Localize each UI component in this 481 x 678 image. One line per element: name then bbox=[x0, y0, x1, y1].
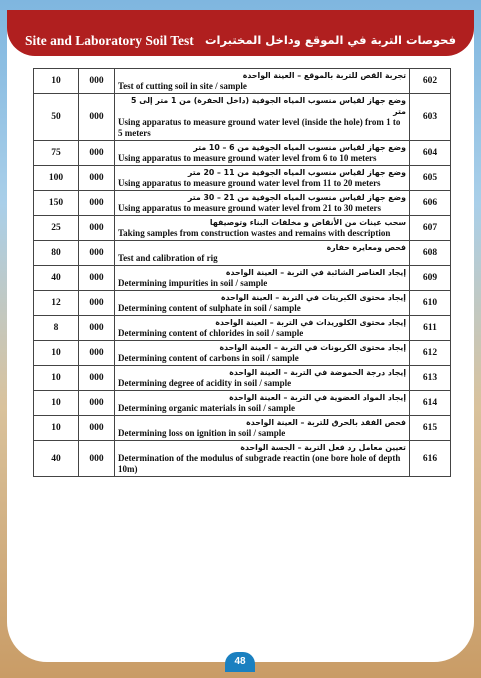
description-ar: إيجاد محتوى الكربونات في التربة – العينة الواحدة bbox=[219, 343, 406, 352]
description-cell bbox=[115, 191, 410, 216]
qty-cell: 40 bbox=[34, 441, 79, 477]
qty-cell: 75 bbox=[34, 141, 79, 166]
rate-cell: 000 bbox=[79, 94, 115, 141]
description-ar: فحص الفقد بالحرق للتربة – العينة الواحدة bbox=[246, 418, 406, 427]
qty-cell: 25 bbox=[34, 216, 79, 241]
table-row bbox=[34, 166, 451, 191]
item-code-cell: 614 bbox=[410, 391, 451, 416]
description-ar: سحب عينات من الأنقاض و مخلفات البناء وتوصيفها bbox=[209, 218, 406, 227]
item-code-cell: 615 bbox=[410, 416, 451, 441]
header-title-ar: فحوصات التربة في الموقع وداخل المختبرات bbox=[204, 33, 456, 47]
qty-cell: 12 bbox=[34, 291, 79, 316]
table-row bbox=[34, 191, 451, 216]
table-row bbox=[34, 341, 451, 366]
description-en: Determining impurities in soil / sample bbox=[118, 278, 268, 288]
qty-cell: 10 bbox=[34, 69, 79, 94]
table-row bbox=[34, 391, 451, 416]
rate-cell: 000 bbox=[79, 441, 115, 477]
description-cell bbox=[115, 216, 410, 241]
description-en: Using apparatus to measure ground water level from 11 to 20 meters bbox=[118, 178, 381, 188]
description-cell bbox=[115, 141, 410, 166]
qty-cell: 50 bbox=[34, 94, 79, 141]
description-en: Determining loss on ignition in soil / sample bbox=[118, 428, 286, 438]
page-header bbox=[7, 10, 474, 56]
description-en: Determining content of chlorides in soil / sample bbox=[118, 328, 304, 338]
description-ar: إيجاد محتوى الكبريتات في التربة – العينة الواحدة bbox=[220, 293, 406, 302]
description-ar: فحص ومعايرة حفارة bbox=[326, 243, 406, 252]
description-en: Using apparatus to measure ground water level from 21 to 30 meters bbox=[118, 203, 382, 213]
rate-cell: 000 bbox=[79, 291, 115, 316]
rate-cell: 000 bbox=[79, 141, 115, 166]
table-row bbox=[34, 241, 451, 266]
table-row bbox=[34, 141, 451, 166]
item-code-cell: 613 bbox=[410, 366, 451, 391]
description-cell bbox=[115, 266, 410, 291]
description-cell bbox=[115, 416, 410, 441]
qty-cell: 100 bbox=[34, 166, 79, 191]
item-code-cell: 602 bbox=[410, 69, 451, 94]
item-code-cell: 604 bbox=[410, 141, 451, 166]
rate-cell: 000 bbox=[79, 316, 115, 341]
description-en: Determining content of sulphate in soil / sample bbox=[118, 303, 301, 313]
price-table bbox=[33, 68, 451, 477]
rate-cell: 000 bbox=[79, 166, 115, 191]
description-cell bbox=[115, 316, 410, 341]
qty-cell: 8 bbox=[34, 316, 79, 341]
table-row bbox=[34, 266, 451, 291]
description-en: Determination of the modulus of subgrade reactin (one bore hole of depth 10m) bbox=[118, 453, 401, 474]
description-en: Determining organic materials in soil / sample bbox=[118, 403, 295, 413]
item-code-cell: 608 bbox=[410, 241, 451, 266]
item-code-cell: 603 bbox=[410, 94, 451, 141]
table-row bbox=[34, 291, 451, 316]
qty-cell: 10 bbox=[34, 366, 79, 391]
description-ar: تعيين معامل رد فعل التربة – الجسة الواحدة bbox=[240, 443, 406, 452]
description-ar: وضع جهاز لقياس منسوب المياه الجوفية من 21 – 30 متر bbox=[187, 193, 406, 202]
description-en: Using apparatus to measure ground water level from 6 to 10 meters bbox=[118, 153, 377, 163]
item-code-cell: 610 bbox=[410, 291, 451, 316]
table-row bbox=[34, 69, 451, 94]
rate-cell: 000 bbox=[79, 341, 115, 366]
description-ar: وضع جهاز لقياس منسوب المياه الجوفية من 11 – 20 متر bbox=[187, 168, 406, 177]
description-ar: إيجاد العناصر الشائبة في التربة – العينة الواحدة bbox=[225, 268, 406, 277]
rate-cell: 000 bbox=[79, 266, 115, 291]
qty-cell: 10 bbox=[34, 341, 79, 366]
description-cell bbox=[115, 441, 410, 477]
rate-cell: 000 bbox=[79, 416, 115, 441]
rate-cell: 000 bbox=[79, 241, 115, 266]
item-code-cell: 616 bbox=[410, 441, 451, 477]
description-cell bbox=[115, 241, 410, 266]
qty-cell: 40 bbox=[34, 266, 79, 291]
rate-cell: 000 bbox=[79, 191, 115, 216]
description-cell bbox=[115, 291, 410, 316]
description-ar: إيجاد محتوى الكلوريدات في التربة – العينة الواحدة bbox=[215, 318, 406, 327]
rate-cell: 000 bbox=[79, 69, 115, 94]
description-en: Using apparatus to measure ground water level (inside the hole) from 1 to 5 meters bbox=[118, 117, 401, 138]
description-en: Test and calibration of rig bbox=[118, 253, 218, 263]
table-row bbox=[34, 94, 451, 141]
description-cell bbox=[115, 366, 410, 391]
description-cell bbox=[115, 94, 410, 141]
description-en: Test of cutting soil in site / sample bbox=[118, 81, 247, 91]
table-row bbox=[34, 216, 451, 241]
qty-cell: 10 bbox=[34, 391, 79, 416]
qty-cell: 80 bbox=[34, 241, 79, 266]
description-ar: تجربة القص للتربة بالموقع – العينة الواحدة bbox=[242, 71, 406, 80]
page-number: 48 bbox=[225, 652, 255, 672]
description-cell bbox=[115, 166, 410, 191]
table-row bbox=[34, 416, 451, 441]
item-code-cell: 609 bbox=[410, 266, 451, 291]
description-cell bbox=[115, 341, 410, 366]
description-en: Determining degree of acidity in soil / sample bbox=[118, 378, 292, 388]
description-ar: وضع جهاز لقياس منسوب المياه الجوفية (داخل الحفرة) من 1 متر إلى 5 متر bbox=[131, 96, 406, 116]
item-code-cell: 606 bbox=[410, 191, 451, 216]
item-code-cell: 612 bbox=[410, 341, 451, 366]
header-title-en: Site and Laboratory Soil Test bbox=[25, 33, 194, 48]
table-row bbox=[34, 441, 451, 477]
item-code-cell: 611 bbox=[410, 316, 451, 341]
item-code-cell: 605 bbox=[410, 166, 451, 191]
page bbox=[7, 10, 474, 662]
rate-cell: 000 bbox=[79, 366, 115, 391]
table-row bbox=[34, 366, 451, 391]
item-code-cell: 607 bbox=[410, 216, 451, 241]
rate-cell: 000 bbox=[79, 391, 115, 416]
table-row bbox=[34, 316, 451, 341]
rate-cell: 000 bbox=[79, 216, 115, 241]
description-en: Taking samples from construction wastes and remains with description bbox=[118, 228, 391, 238]
description-ar: إيجاد المواد العضوية في التربة – العينة الواحدة bbox=[229, 393, 406, 402]
description-ar: وضع جهاز لقياس منسوب المياه الجوفية من 6 – 10 متر bbox=[193, 143, 406, 152]
description-ar: إيجاد درجة الحموضة في التربة – العينة الواحدة bbox=[229, 368, 406, 377]
qty-cell: 150 bbox=[34, 191, 79, 216]
description-en: Determining content of carbons in soil / sample bbox=[118, 353, 299, 363]
description-cell bbox=[115, 69, 410, 94]
description-cell bbox=[115, 391, 410, 416]
qty-cell: 10 bbox=[34, 416, 79, 441]
